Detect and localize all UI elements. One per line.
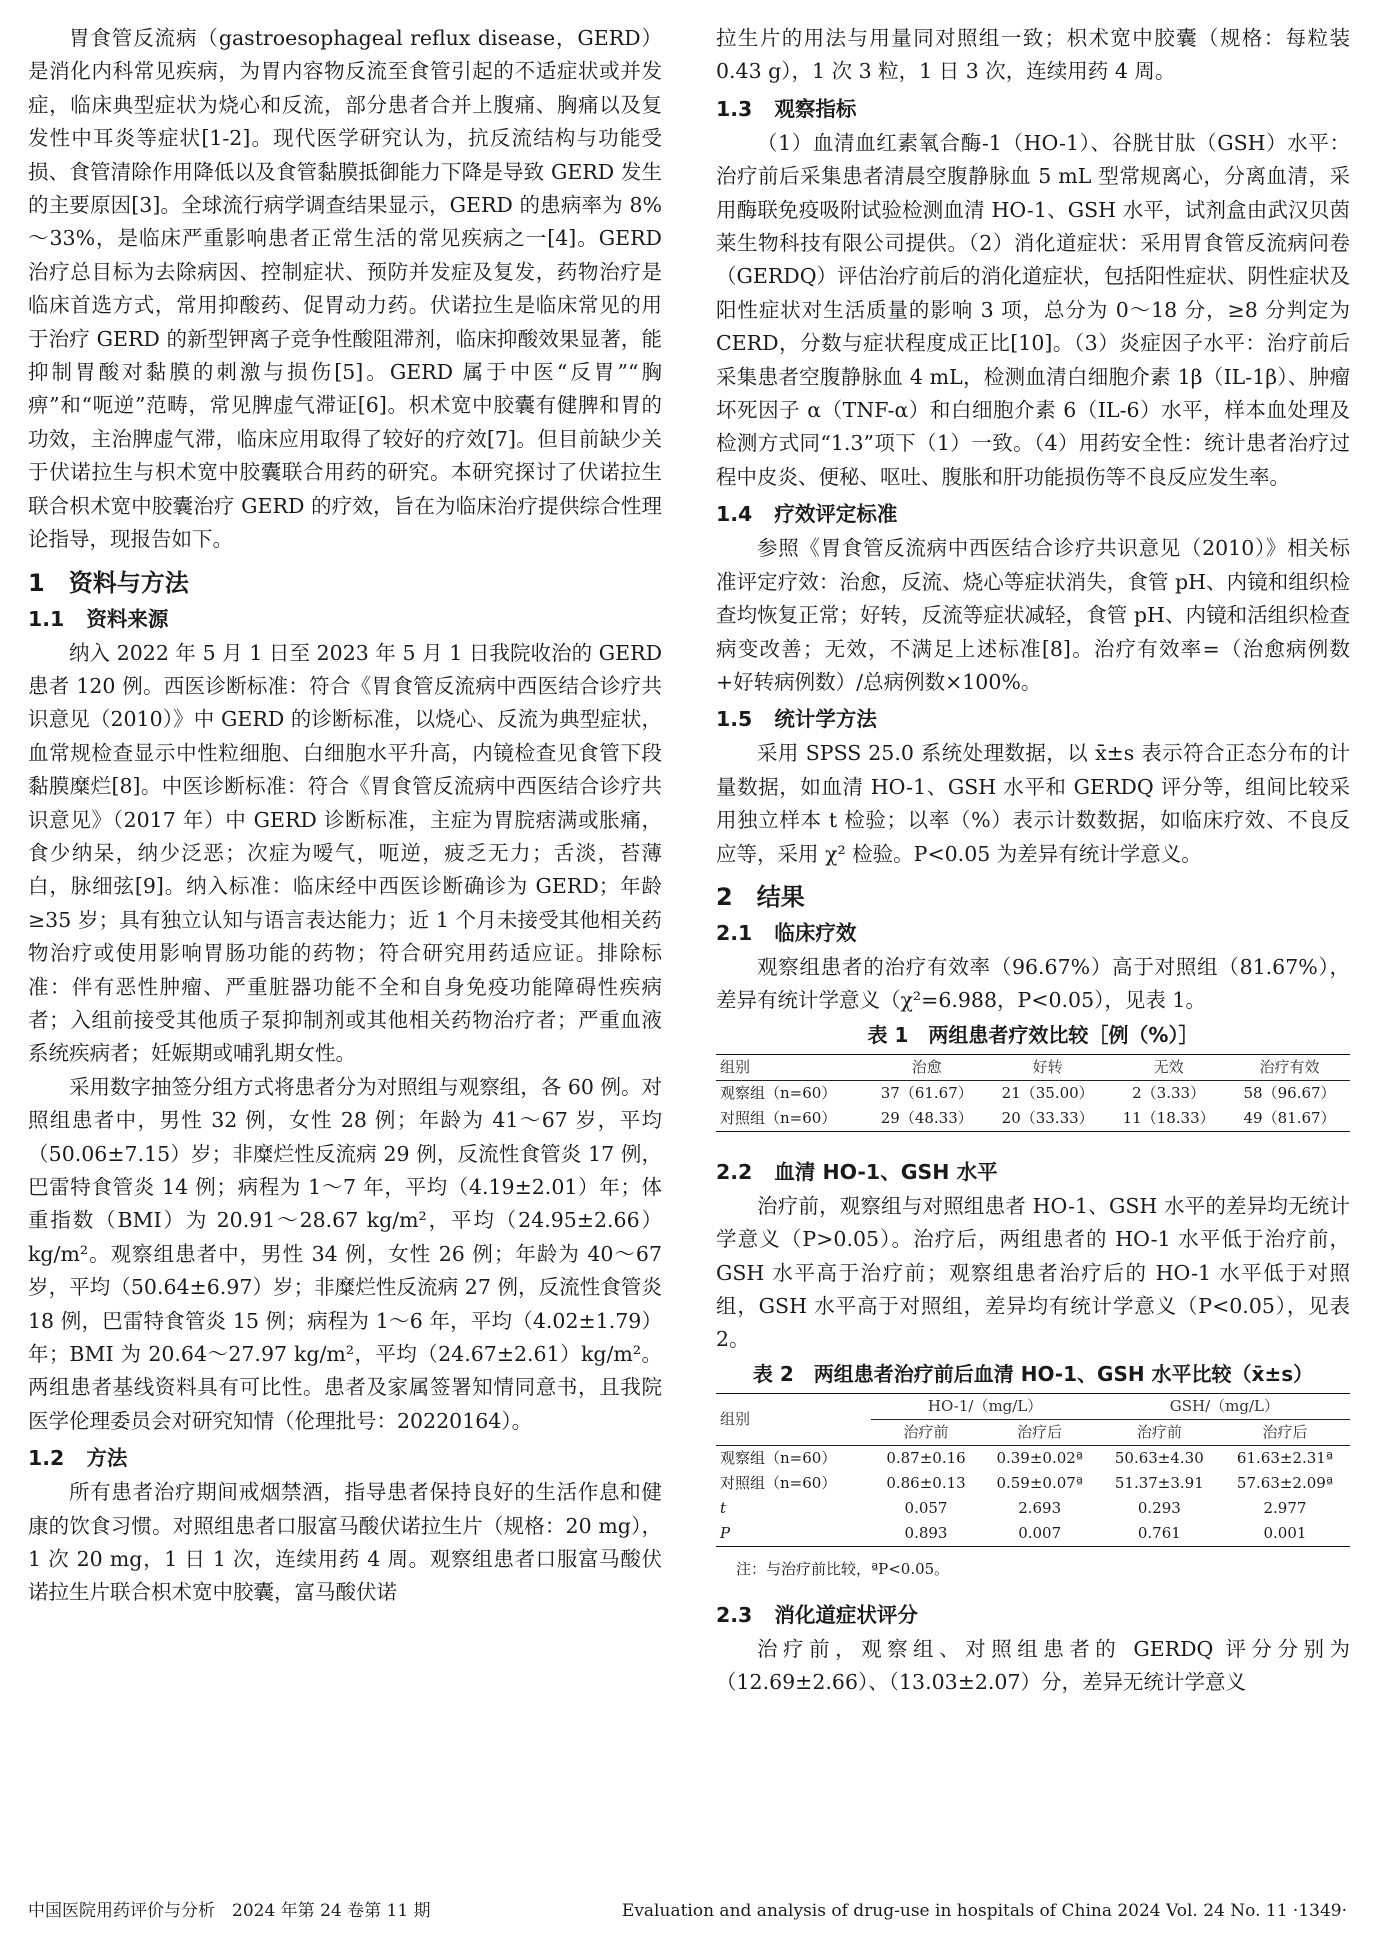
gerdq-results-paragraph: 治疗前，观察组、对照组患者的 GERDQ 评分分别为（12.69±2.66）、（13.03±2.07）分，差异无统计学意义 (716, 1636, 1350, 1695)
subsection-1-3-heading (716, 93, 1350, 125)
efficacy-results-paragraph: 观察组患者的治疗有效率（96.67%）高于对照组（81.67%），差异有统计学意义（χ²=6.988，P<0.05），见表 1。 (716, 954, 1350, 1013)
indicators-paragraph: （1）血清血红素氧合酶-1（HO-1）、谷胱甘肽（GSH）水平：治疗前后采集患者清晨空腹静脉血 5 mL 型常规离心，分离血清，采用酶联免疫吸附试验检测血清 HO-1、GSH 水平，试剂盒由武汉贝茵莱生物科技有限公司提供。（2）消化道症状：采用胃食管反流病问卷（GERDQ）评估治疗前后的消化道症状，包括阳性症状、阴性症状及阳性症状对生活质量的影响 3 项，总分为 0～18 分，≥8 分判定为 CERD，分数与症状程度成正比[10]。（3）炎症因子水平：治疗前后采集患者空腹静脉血 4 mL，检测血清白细胞介素 1β（IL-1β）、肿瘤坏死因子 α（TNF-α）和白细胞介素 6（IL-6）水平，样本血处理及检测方式同“1.3”项下（1）一致。（4）用药安全性：统计患者治疗过程中皮炎、便秘、呕吐、腹胀和肝功能损伤等不良反应发生率。 (716, 130, 1350, 489)
footer-journal-en: Evaluation and analysis of drug-use in hospitals of China 2024 Vol. 24 No. 11 ·1349· (621, 1901, 1347, 1921)
table-cell: P (716, 1521, 871, 1547)
subsection-number: 2.1 (716, 920, 753, 945)
subsection-2-1-heading (716, 917, 1350, 949)
table-row (716, 1496, 1350, 1521)
table-cell: 0.893 (871, 1521, 980, 1547)
table-cell: 50.63±4.30 (1114, 1448, 1204, 1467)
table-header-row (716, 1393, 1350, 1419)
table-row (716, 1445, 1350, 1471)
table-cell: 2.977 (1263, 1498, 1307, 1517)
table-header-cell: 好转 (987, 1054, 1108, 1080)
subsection-number: 1.1 (28, 606, 65, 631)
table-header-cell: 治疗前 (1099, 1419, 1220, 1445)
subsection-1-1-heading (28, 603, 662, 635)
table-cell: 对照组（n=60） (720, 1473, 837, 1492)
table-cell: 37（61.67） (880, 1083, 973, 1102)
subsection-number: 1.4 (716, 502, 753, 527)
table-1-caption: 表 1 两组患者疗效比较［例（%）］ (867, 1022, 1199, 1047)
serum-results-paragraph: 治疗前，观察组与对照组患者 HO-1、GSH 水平的差异均无统计学意义（P>0.05）。治疗后，两组患者的 HO-1 水平低于治疗前，GSH 水平高于治疗前；观察组患者治疗后的 HO-1 水平低于对照组，GSH 水平高于对照组，差异均有统计学意义（P<0.05），见表 2。 (716, 1193, 1350, 1352)
efficacy-criteria-paragraph: 参照《胃食管反流病中西医结合诊疗共识意见（2010）》相关标准评定疗效：治愈，反流、烧心等症状消失，食管 pH、内镜和组织检查均恢复正常；好转，反流等症状减轻，食管 pH、内镜和活组织检查病变改善；无效，不满足上述标准[8]。治疗有效率=（治愈病例数+好转病例数）/总病例数×100%。 (716, 536, 1350, 694)
table-cell: 21（35.00） (1001, 1083, 1094, 1102)
subsection-title: 血清 HO-1、GSH 水平 (774, 1159, 998, 1184)
subsection-title: 消化道症状评分 (774, 1602, 918, 1627)
table-cell: 0.001 (1220, 1521, 1350, 1547)
section-1-heading: 1 资料与方法 (28, 568, 189, 597)
table-cell: 0.87±0.16 (886, 1448, 966, 1467)
table-cell: 2（3.33） (1132, 1083, 1206, 1102)
table-cell: 58（96.67） (1243, 1083, 1336, 1102)
right-column (716, 22, 1350, 1700)
subsection-title: 资料来源 (86, 606, 169, 631)
table-header-cell: 治疗有效 (1229, 1054, 1350, 1080)
table-header-cell: 无效 (1108, 1054, 1229, 1080)
table-2-caption: 表 2 两组患者治疗前后血清 HO-1、GSH 水平比较（x̄±s） (752, 1361, 1314, 1386)
table-cell: 0.293 (1137, 1498, 1181, 1517)
subsection-number: 2.2 (716, 1159, 753, 1184)
subsection-title: 方法 (86, 1446, 128, 1471)
table-cell: 观察组（n=60） (720, 1083, 837, 1102)
left-column (28, 22, 662, 1610)
section-2-heading: 2 结果 (716, 882, 805, 911)
table-header-cell: 组别 (716, 1393, 871, 1445)
table-cell: 51.37±3.91 (1114, 1473, 1204, 1492)
footer-journal-cn: 中国医院用药评价与分析 2024 年第 24 卷第 11 期 (28, 1901, 431, 1921)
table-cell: 0.057 (904, 1498, 948, 1517)
intro-paragraph: 胃食管反流病（gastroesophageal reflux disease，GERD）是消化内科常见疾病，为胃内容物反流至食管引起的不适症状或并发症，临床典型症状为烧心和反流，部分患者合并上腹痛、胸痛以及复发性中耳炎等症状[1-2]。现代医学研究认为，抗反流结构与功能受损、食管清除作用降低以及食管黏膜抵御能力下降是导致 GERD 发生的主要原因[3]。全球流行病学调查结果显示，GERD 的患病率为 8%～33%，是临床严重影响患者正常生活的常见疾病之一[4]。GERD 治疗总目标为去除病因、控制症状、预防并发症及复发，药物治疗是临床首选方式，常用抑酸药、促胃动力药。伏诺拉生是临床常见的用于治疗 GERD 的新型钾离子竞争性酸阻滞剂，临床抑酸效果显著，能抑制胃酸对黏膜的刺激与损伤[5]。GERD 属于中医“反胃”“胸痹”和“呃逆”范畴，常见脾虚气滞证[6]。枳术宽中胶囊有健脾和胃的功效，主治脾虚气滞，临床应用取得了较好的疗效[7]。但目前缺少关于伏诺拉生与枳术宽中胶囊联合用药的研究。本研究探讨了伏诺拉生联合枳术宽中胶囊治疗 GERD 的疗效，旨在为临床治疗提供综合性理论指导，现报告如下。 (28, 26, 662, 552)
subsection-number: 2.3 (716, 1602, 753, 1627)
table-row (716, 1080, 1350, 1106)
statistics-paragraph: 采用 SPSS 25.0 系统处理数据，以 x̄±s 表示符合正态分布的计量数据，如血清 HO-1、GSH 水平和 GERDQ 评分等，组间比较采用独立样本 t 检验；以率（%）表示计数数据，如临床疗效、不良反应等，采用 χ² 检验。P<0.05 为差异有统计学意义。 (716, 741, 1350, 866)
methods-paragraph: 所有患者治疗期间戒烟禁酒，指导患者保持良好的生活作息和健康的饮食习惯。对照组患者口服富马酸伏诺拉生片（规格：20 mg），1 次 20 mg，1 日 1 次，连续用药 4 周。观察组患者口服富马酸伏诺拉生片联合枳术宽中胶囊，富马酸伏诺 (28, 1480, 662, 1605)
subsection-number: 1.2 (28, 1446, 65, 1471)
table-cell: 0.59±0.07ª (996, 1473, 1083, 1492)
table-cell: 20（33.33） (987, 1106, 1108, 1132)
table-cell: 29（48.33） (866, 1106, 987, 1132)
table-cell: 61.63±2.31ª (1236, 1448, 1333, 1467)
table-row (716, 1521, 1350, 1547)
table-cell: 观察组（n=60） (720, 1448, 837, 1467)
subsection-title: 疗效评定标准 (774, 502, 898, 527)
subsection-2-3-heading (716, 1599, 1350, 1631)
table-header-cell: 组别 (716, 1054, 866, 1080)
subsection-1-5-heading (716, 703, 1350, 735)
grouping-paragraph: 采用数字抽签分组方式将患者分为对照组与观察组，各 60 例。对照组患者中，男性 32 例，女性 28 例；年龄为 41～67 岁，平均（50.06±7.15）岁；非糜烂性反流病 29 例，反流性食管炎 17 例，巴雷特食管炎 14 例；病程为 1～7 年，平均（4.19±2.01）年；体重指数（BMI）为 20.91～28.67 kg/m²，平均（24.95±2.66）kg/m²。观察组患者中，男性 34 例，女性 26 例；年龄为 40～67 岁，平均（50.64±6.97）岁；非糜烂性反流病 27 例，反流性食管炎 18 例，巴雷特食管炎 15 例；病程为 1～6 年，平均（4.02±1.79）年；BMI 为 20.64～27.97 kg/m²，平均（24.67±2.61）kg/m²。两组患者基线资料具有可比性。患者及家属签署知情同意书，且我院医学伦理委员会对研究知情（伦理批号：20220164）。 (28, 1074, 662, 1433)
subsection-number: 1.5 (716, 707, 753, 732)
table-cell: 2.693 (1018, 1498, 1062, 1517)
table-header-row (716, 1054, 1350, 1080)
table-2-note: 注：与治疗前比较，ªP<0.05。 (736, 1559, 950, 1578)
subsection-number: 1.3 (716, 96, 753, 121)
table-header-cell: 治疗后 (981, 1419, 1099, 1445)
table-header-cell: 治疗后 (1220, 1419, 1350, 1445)
table-header-cell: 治疗前 (871, 1419, 980, 1445)
subsection-2-2-heading (716, 1156, 1350, 1188)
subsection-1-2-heading (28, 1442, 662, 1474)
table-row (716, 1106, 1350, 1132)
table-header-cell: HO-1/（mg/L） (871, 1393, 1098, 1419)
subsection-title: 临床疗效 (774, 920, 857, 945)
table-2 (716, 1393, 1350, 1547)
table-row (716, 1471, 1350, 1496)
table-cell: 0.86±0.13 (886, 1473, 966, 1492)
table-cell: t (720, 1498, 727, 1517)
table-header-cell: GSH/（mg/L） (1099, 1393, 1350, 1419)
table-cell: 49（81.67） (1229, 1106, 1350, 1132)
subsection-title: 观察指标 (774, 96, 857, 121)
table-1 (716, 1054, 1350, 1132)
data-source-paragraph: 纳入 2022 年 5 月 1 日至 2023 年 5 月 1 日我院收治的 GERD 患者 120 例。西医诊断标准：符合《胃食管反流病中西医结合诊疗共识意见（2010）》中 GERD 的诊断标准，以烧心、反流为典型症状，血常规检查显示中性粒细胞、白细胞水平升高，内镜检查见食管下段黏膜糜烂[8]。中医诊断标准：符合《胃食管反流病中西医结合诊疗共识意见》（2017 年）中 GERD 诊断标准，主症为胃脘痞满或胀痛，食少纳呆，纳少泛恶；次症为嗳气，呃逆，疲乏无力；舌淡，苔薄白，脉细弦[9]。纳入标准：临床经中西医诊断确诊为 GERD；年龄≥35 岁；具有独立认知与语言表达能力；近 1 个月未接受其他相关药物治疗或使用影响胃肠功能的药物；符合研究用药适应证。排除标准：伴有恶性肿瘤、严重脏器功能不全和自身免疫功能障碍性疾病者；入组前接受其他质子泵抑制剂或其他相关药物治疗者；严重血液系统疾病者；妊娠期或哺乳期女性。 (28, 640, 662, 1066)
methods-continued-paragraph: 拉生片的用法与用量同对照组一致；枳术宽中胶囊（规格：每粒装 0.43 g），1 次 3 粒，1 日 3 次，连续用药 4 周。 (716, 26, 1350, 84)
subsection-title: 统计学方法 (774, 707, 877, 732)
table-cell: 11（18.33） (1108, 1106, 1229, 1132)
table-header-cell: 治愈 (866, 1054, 987, 1080)
table-cell: 对照组（n=60） (716, 1106, 866, 1132)
table-cell: 57.63±2.09ª (1236, 1473, 1333, 1492)
subsection-1-4-heading (716, 498, 1350, 530)
table-cell: 0.007 (981, 1521, 1099, 1547)
table-cell: 0.39±0.02ª (996, 1448, 1083, 1467)
table-cell: 0.761 (1099, 1521, 1220, 1547)
